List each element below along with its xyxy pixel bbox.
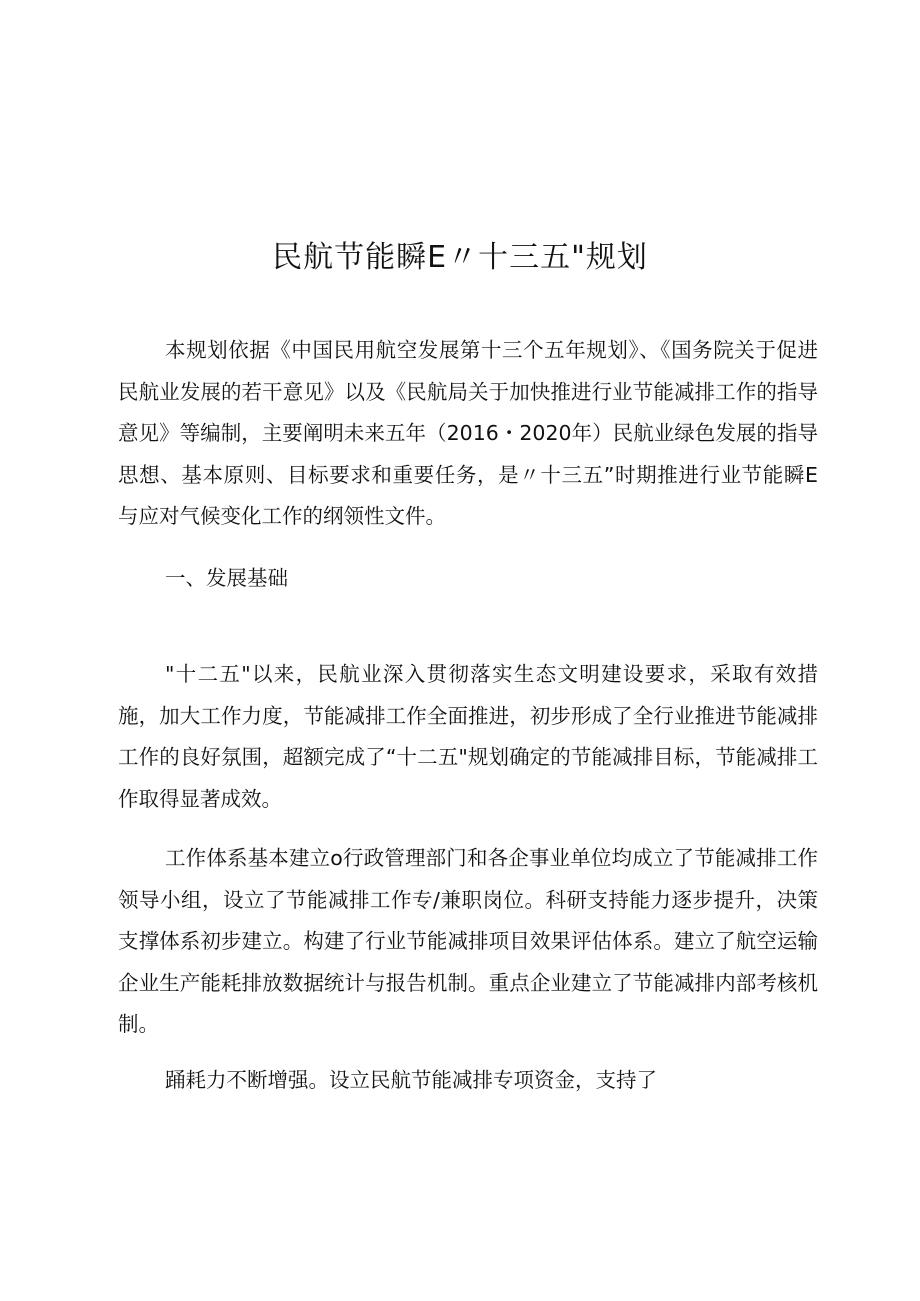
document-title: 民航节能瞬E〃十三五"规划 xyxy=(272,240,648,275)
body-paragraph-1: "十二五"以来，民航业深入贯彻落实生态文明建设要求，采取有效措施，加大工作力度，节能减排工作全面推进，初步形成了全行业推进节能减排工作的良好氛围，超额完成了“十二五"规划确定的节能减排目标，节能减排工作取得显著成效。 xyxy=(118,662,818,811)
section-heading: 一、发展基础 xyxy=(165,566,288,590)
body-paragraph-3: 踊耗力不断增强。设立民航节能减排专项资金，支持了 xyxy=(165,1068,657,1092)
body-paragraph-2: 工作体系基本建立o行政管理部门和各企事业单位均成立了节能减排工作领导小组，设立了节能减排工作专/兼职岗位。科研支持能力逐步提升，决策支撑体系初步建立。构建了行业节能减排项目效果评估体系。建立了航空运输企业生产能耗排放数据统计与报告机制。重点企业建立了节能减排内部考核机制。 xyxy=(118,846,818,1036)
intro-paragraph: 本规划依据《中国民用航空发展第十三个五年规划》、《国务院关于促进民航业发展的若干意见》以及《民航局关于加快推进行业节能减排工作的指导意见》等编制，主要阐明未来五年（2016・2020年）民航业绿色发展的指导思想、基本原则、目标要求和重要任务，是〃十三五”时期推进行业节能瞬E与应对气候变化工作的纲领性文件。 xyxy=(118,338,818,528)
